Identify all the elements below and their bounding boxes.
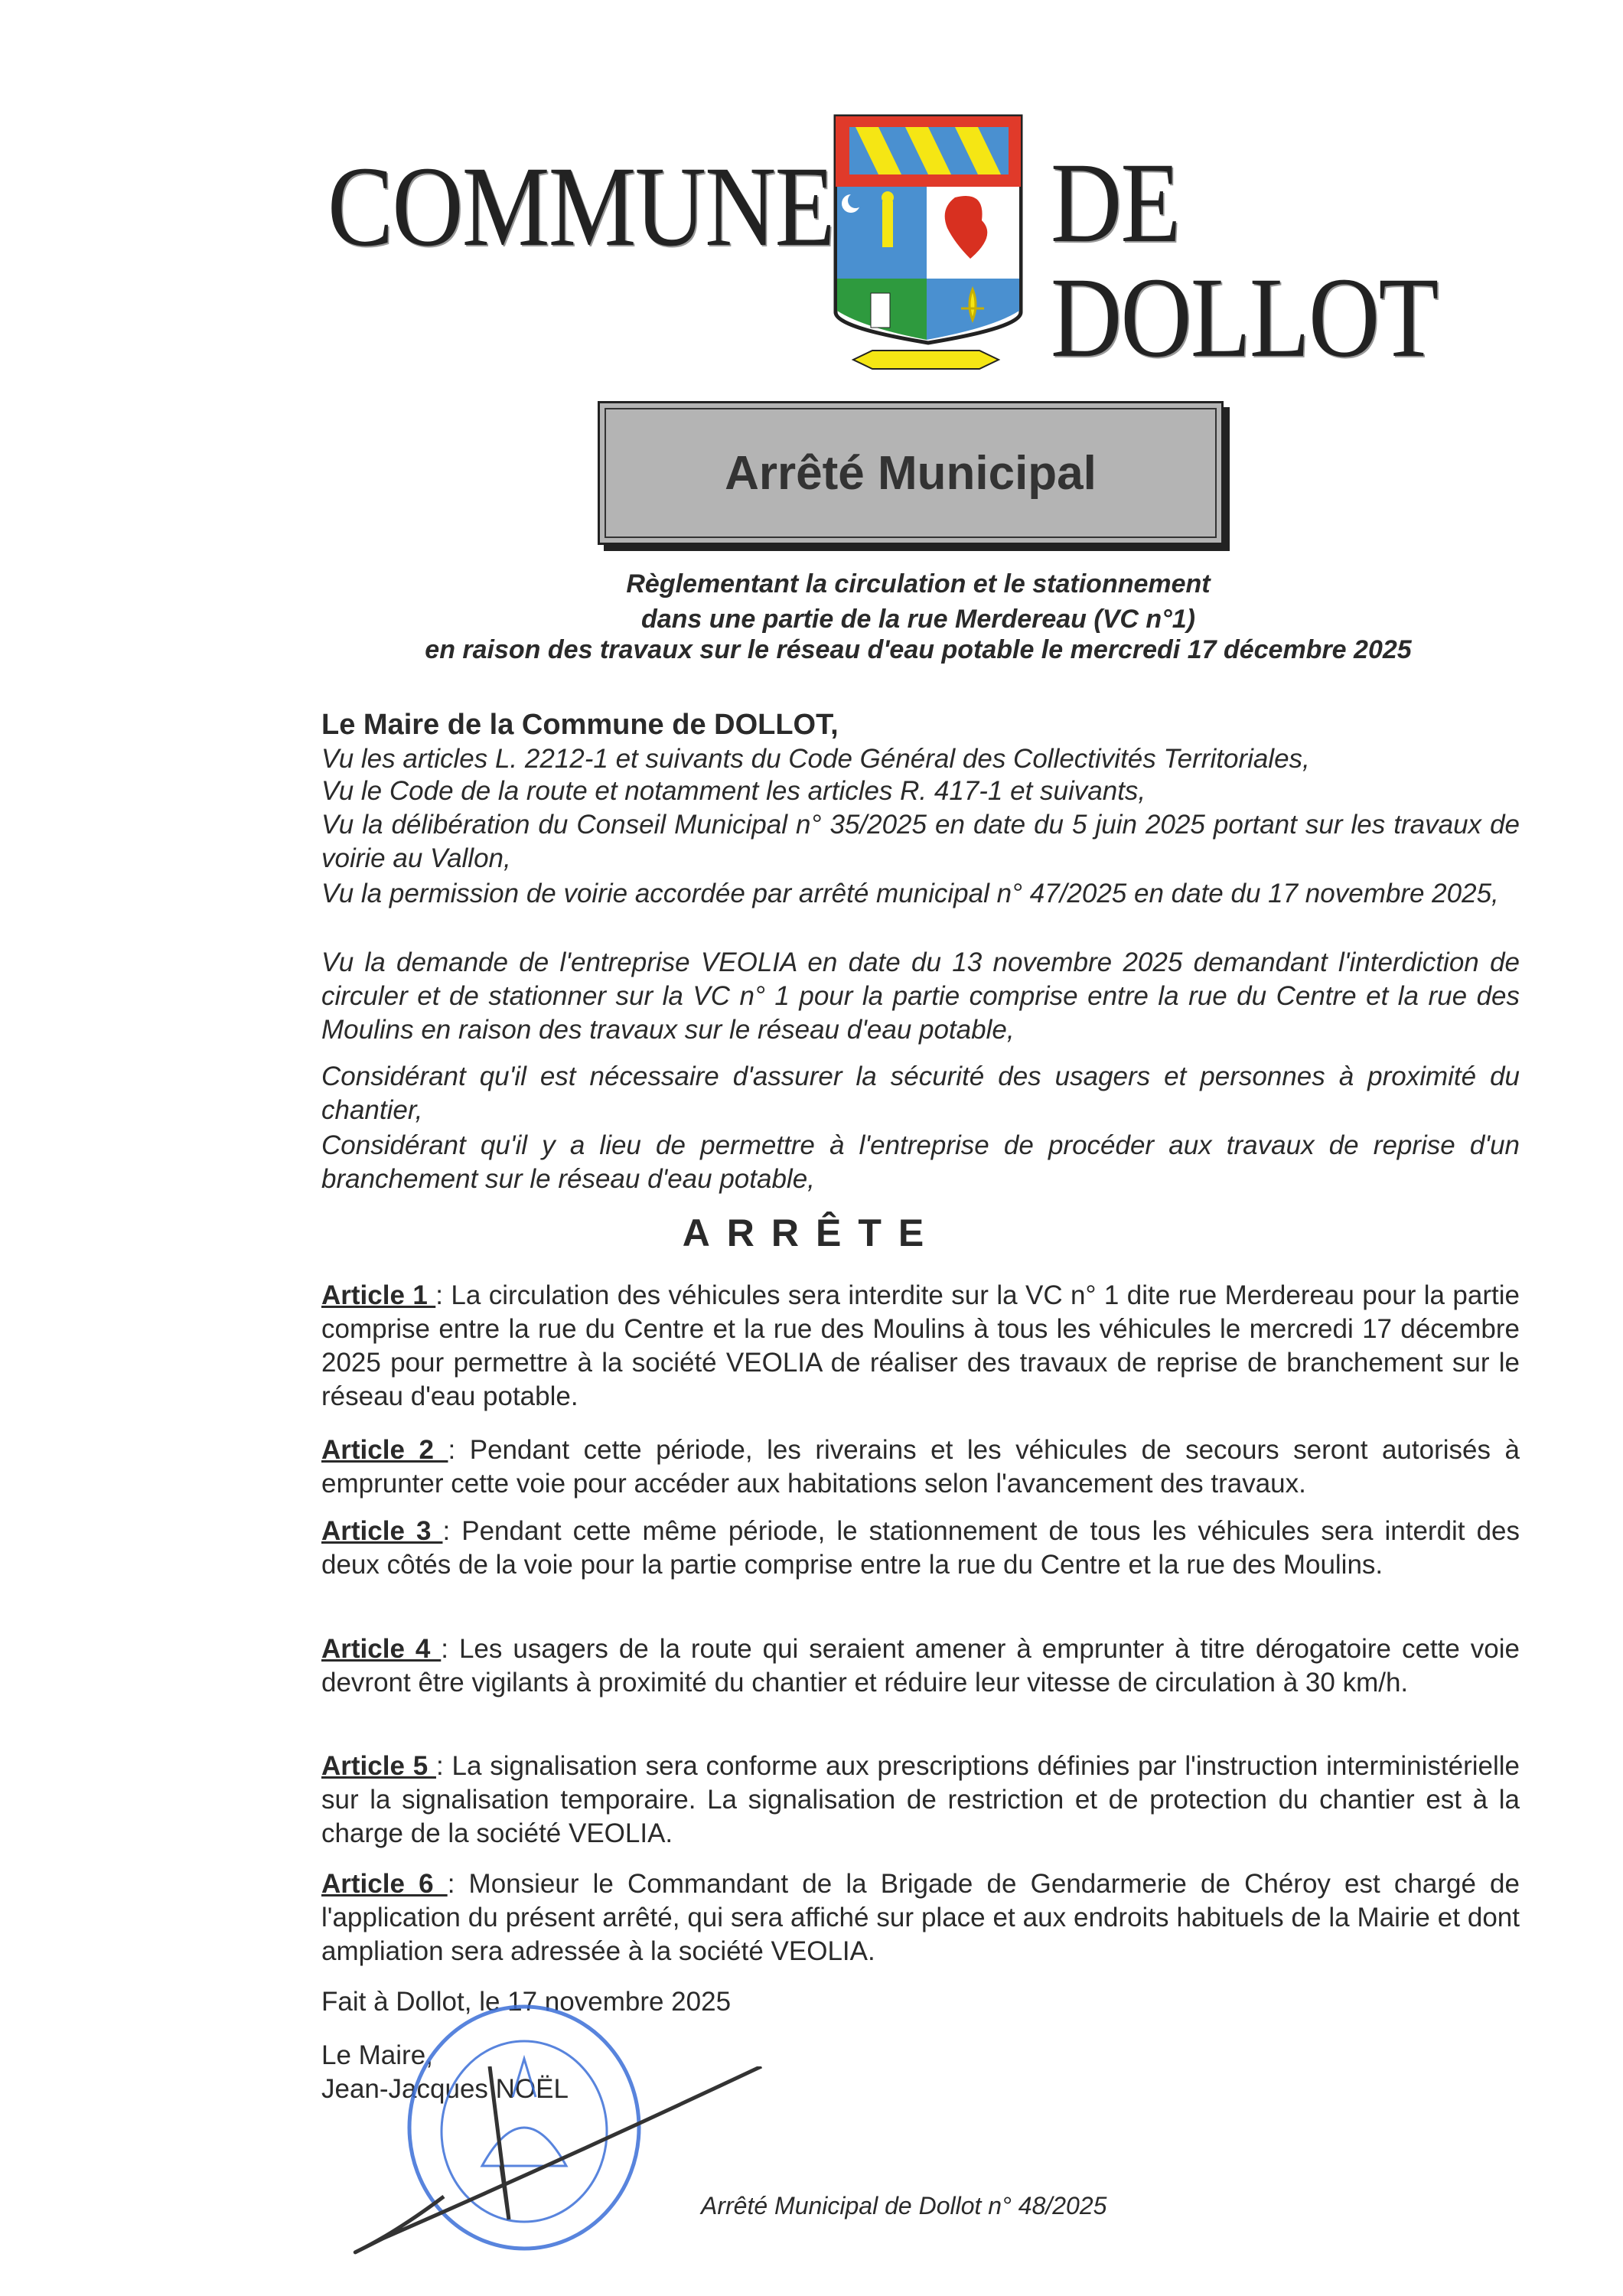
vu-3: Vu la délibération du Conseil Municipal n° 35/2025 en date du 5 juin 2025 portant sur les travaux de voirie au Vallon, <box>321 810 1520 873</box>
article-text: : Monsieur le Commandant de la Brigade de Gendarmerie de Chéroy est chargé de l'application du présent arrêté, qui sera affiché sur place et aux endroits habituels de la Mairie et dont ampliation sera adressée à la société VEOLIA. <box>321 1869 1520 1966</box>
title-de-dollot: DE DOLLOT <box>1051 139 1438 381</box>
vu-2: Vu le Code de la route et notamment les articles R. 417-1 et suivants, <box>321 776 1146 806</box>
document-type-title: Arrêté Municipal <box>725 446 1097 500</box>
article-text: : La signalisation sera conforme aux prescriptions définies par l'instruction interministérielle sur la signalisation temporaire. La signalisation de restriction et de protection du chantier est à la charge de la société VEOLIA. <box>321 1751 1520 1848</box>
subtitle-line-2: dans une partie de la rue Merdereau (VC n°1) <box>640 605 1195 634</box>
considerant-1: Considérant qu'il est nécessaire d'assurer la sécurité des usagers et personnes à proximité du chantier, <box>321 1062 1520 1125</box>
crest-banner <box>849 344 1002 375</box>
signatory-name: Jean-Jacques NOËL <box>321 2074 569 2104</box>
vu-4: Vu la permission de voirie accordée par arrêté municipal n° 47/2025 en date du 17 novembre 2025, <box>321 879 1499 908</box>
subtitle-line-1: Règlementant la circulation et le stationnement <box>626 569 1211 598</box>
article-label: Article 3 <box>321 1516 443 1546</box>
article-5 <box>321 1750 1520 1851</box>
arrete-heading: ARRÊTE <box>682 1212 941 1254</box>
article-1 <box>321 1279 1520 1414</box>
article-label: Article 6 <box>321 1869 448 1899</box>
article-label: Article 4 <box>321 1634 442 1664</box>
dollot-crest-logo <box>833 113 1024 377</box>
document-reference: Arrêté Municipal de Dollot n° 48/2025 <box>701 2192 1107 2219</box>
mayor-signature <box>337 2066 765 2265</box>
article-4 <box>321 1632 1520 1700</box>
title-commune: COMMUNE <box>328 143 834 270</box>
vu-5: Vu la demande de l'entreprise VEOLIA en date du 13 novembre 2025 demandant l'interdiction de circuler et de stationner sur la VC n° 1 pour la partie comprise entre la rue du Centre et la rue des Moulins en raison des travaux sur le réseau d'eau potable, <box>321 947 1520 1045</box>
article-2 <box>321 1433 1520 1501</box>
article-label: Article 2 <box>321 1435 448 1465</box>
article-3 <box>321 1515 1520 1582</box>
vu-1: Vu les articles L. 2212-1 et suivants du Code Général des Collectivités Territoriales, <box>321 744 1310 774</box>
considerant-2: Considérant qu'il y a lieu de permettre à l'entreprise de procéder aux travaux de reprise d'un branchement sur le réseau d'eau potable, <box>321 1130 1520 1194</box>
place-date: Fait à Dollot, le 17 novembre 2025 <box>321 1987 732 2017</box>
article-text: : Pendant cette période, les riverains et les véhicules de secours seront autorisés à emprunter cette voie pour accéder aux habitations selon l'avancement des travaux. <box>321 1435 1520 1499</box>
article-6 <box>321 1867 1520 1968</box>
signatory-role: Le Maire, <box>321 2040 433 2070</box>
preamble-heading: Le Maire de la Commune de DOLLOT, <box>321 709 839 741</box>
subtitle-line-3: en raison des travaux sur le réseau d'eau potable le mercredi 17 décembre 2025 <box>425 635 1412 664</box>
article-label: Article 5 <box>321 1751 436 1781</box>
article-label: Article 1 <box>321 1280 436 1310</box>
article-text: : La circulation des véhicules sera interdite sur la VC n° 1 dite rue Merdereau pour la partie comprise entre la rue du Centre et la rue des Moulins à tous les véhicules le mercredi 17 décembre 2025 pour permettre à la société VEOLIA de réaliser des travaux de reprise de branchement sur le réseau d'eau potable. <box>321 1280 1520 1411</box>
article-text: : Les usagers de la route qui seraient amener à emprunter à titre dérogatoire cette voie devront être vigilants à proximité du chantier et réduire leur vitesse de circulation à 30 km/h. <box>321 1634 1520 1698</box>
article-text: : Pendant cette même période, le stationnement de tous les véhicules sera interdit des deux côtés de la voie pour la partie comprise entre la rue du Centre et la rue des Moulins. <box>321 1516 1520 1580</box>
document-type-box <box>598 401 1224 545</box>
